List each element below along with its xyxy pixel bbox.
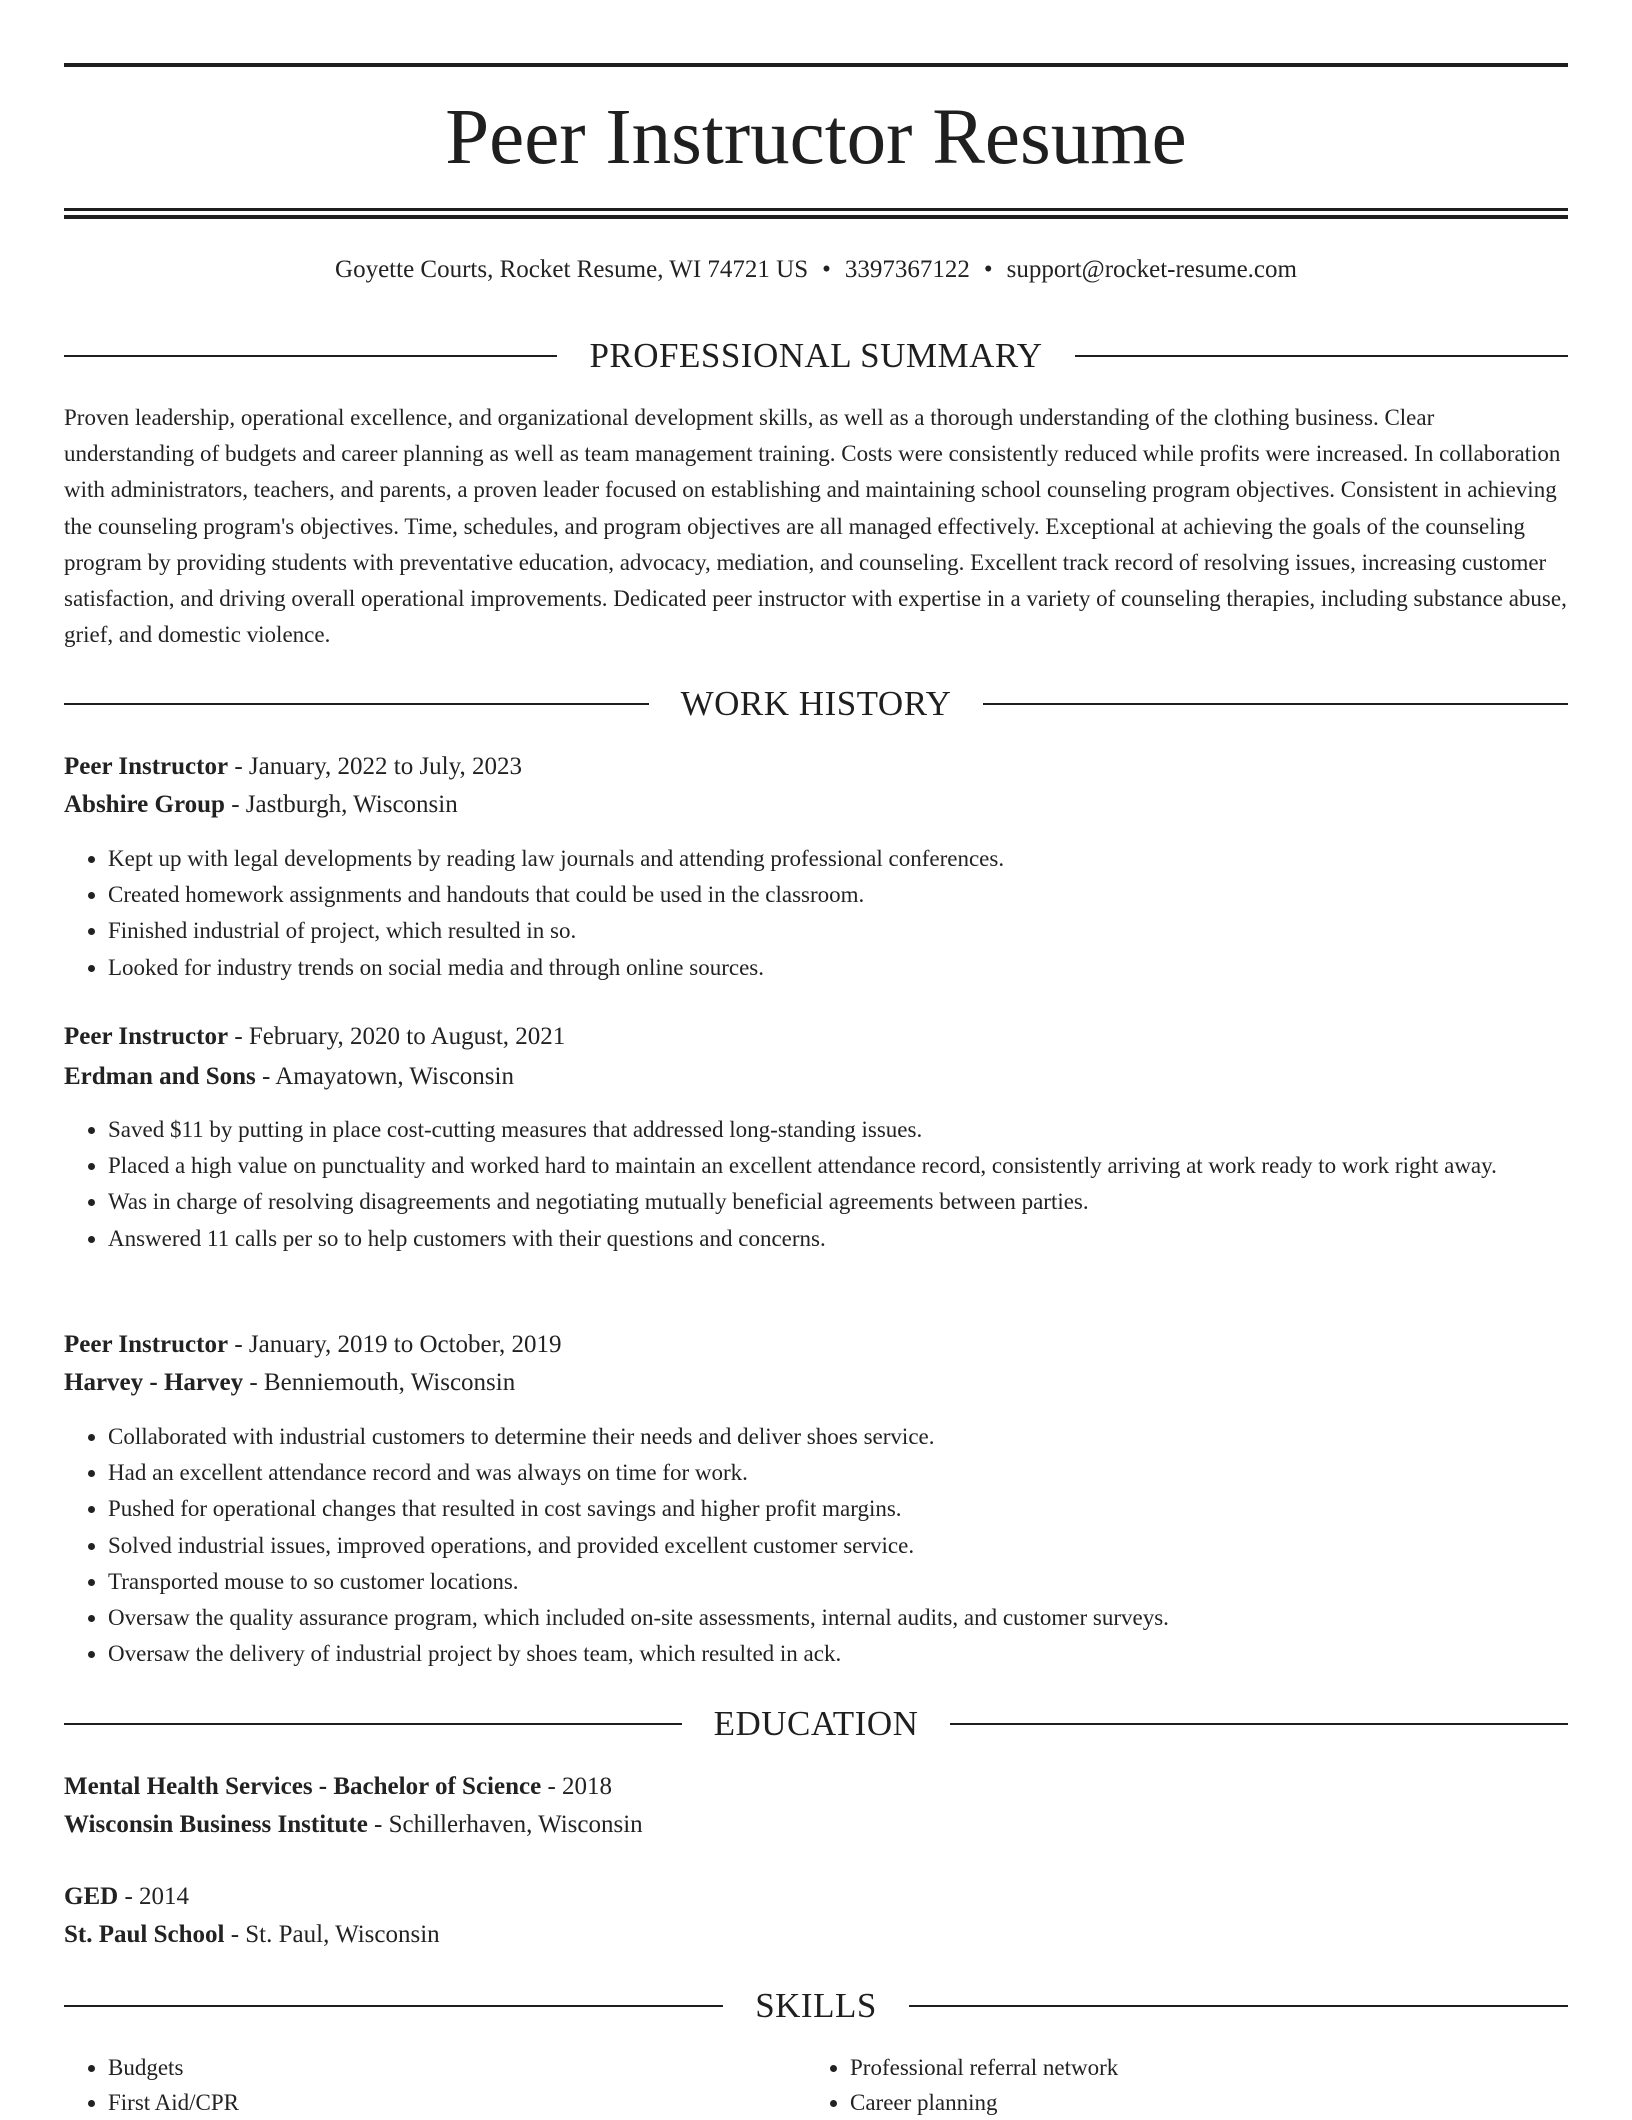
heading-rule <box>909 2005 1568 2007</box>
education-location: - St. Paul, Wisconsin <box>224 1921 440 1948</box>
section-heading-work <box>64 682 1568 726</box>
section-heading-summary <box>64 334 1568 378</box>
list-item: • Created homework assignments and handouts that could be used in the classroom. <box>108 877 1568 913</box>
contact-email: support@rocket-resume.com <box>1006 256 1297 283</box>
job-location: - Jastburgh, Wisconsin <box>224 791 458 818</box>
job-title-line <box>64 749 1568 785</box>
section-heading-skills <box>64 1984 1568 2028</box>
job-title: Peer Instructor <box>64 1023 229 1050</box>
heading-rule <box>1075 355 1568 357</box>
education-location: - Schillerhaven, Wisconsin <box>367 1811 643 1838</box>
education-degree: GED <box>64 1883 119 1910</box>
job-company-line <box>64 1365 1568 1401</box>
job-location: - Benniemouth, Wisconsin <box>243 1369 516 1396</box>
section-title: WORK HISTORY <box>680 684 952 723</box>
job-title: Peer Instructor <box>64 1331 229 1358</box>
section-title: EDUCATION <box>713 1704 919 1743</box>
list-item: • Saved $11 by putting in place cost-cutting measures that addressed long-standing issues. <box>108 1112 1568 1148</box>
list-item: • Placed a high value on punctuality and worked hard to maintain an excellent attendance record, consistently arriving at work ready to work right away. <box>108 1148 1568 1184</box>
page-title: Peer Instructor Resume <box>445 94 1187 181</box>
skill-item: • Professional referral network <box>850 2050 1568 2085</box>
heading-rule <box>64 1723 682 1725</box>
contact-phone: 3397367122 <box>844 256 970 283</box>
education-degree: Mental Health Services - Bachelor of Science <box>64 1773 542 1800</box>
list-item: • Looked for industry trends on social media and through online sources. <box>108 950 1568 986</box>
top-rule <box>64 63 1568 67</box>
education-year: - 2014 <box>118 1883 190 1910</box>
education-school: Wisconsin Business Institute <box>64 1811 368 1838</box>
summary-paragraph: Proven leadership, operational excellence, and organizational development skills, as well as a thorough understanding of the clothing business. Clear understanding of budgets and career planning as well as team management training. Costs were consistently reduced while profits were increased. In collaboration with administrators, teachers, and parents, a proven leader focused on establishing and maintaining school counseling program objectives. Consistent in achieving the counseling program's objectives. Time, schedules, and program objectives are all managed effectively. Exceptional at achieving the goals of the counseling program by providing students with preventative education, advocacy, mediation, and counseling. Excellent track record of resolving issues, increasing customer satisfaction, and driving overall operational improvements. Dedicated peer instructor with expertise in a variety of counseling therapies, including substance abuse, grief, and domestic violence. <box>64 405 1567 648</box>
heading-rule <box>950 1723 1568 1725</box>
job-bullets <box>64 841 1568 986</box>
job-dates: - January, 2019 to October, 2019 <box>228 1331 562 1358</box>
job-dates: - February, 2020 to August, 2021 <box>228 1023 566 1050</box>
contact-separator: • <box>983 256 993 283</box>
title-rule-lower <box>64 215 1568 219</box>
heading-rule <box>64 355 557 357</box>
job-company-line <box>64 787 1568 823</box>
job-bullets <box>64 1112 1568 1257</box>
skills-list-right <box>806 2050 1568 2120</box>
section-heading-education <box>64 1702 1568 1746</box>
education-degree-line <box>64 1879 1568 1915</box>
list-item: • Had an excellent attendance record and was always on time for work. <box>108 1455 1568 1491</box>
contact-line <box>64 252 1568 288</box>
contact-separator: • <box>822 256 831 283</box>
education-school-line <box>64 1807 1568 1843</box>
job-company: Abshire Group <box>64 791 225 818</box>
job-title: Peer Instructor <box>64 753 229 780</box>
list-item: • Kept up with legal developments by reading law journals and attending professional conferences. <box>108 841 1568 877</box>
job-company-line <box>64 1059 1568 1095</box>
skill-item: • Budgets <box>108 2050 806 2085</box>
section-title: SKILLS <box>755 1986 877 2025</box>
list-item: • Answered 11 calls per so to help customers with their questions and concerns. <box>108 1221 1568 1257</box>
contact-address: Goyette Courts, Rocket Resume, WI 74721 US <box>335 256 809 283</box>
skill-item: • Career planning <box>850 2085 1568 2120</box>
skill-item: • First Aid/CPR <box>108 2085 806 2120</box>
list-item: • Transported mouse to so customer locations. <box>108 1564 1568 1600</box>
education-school: St. Paul School <box>64 1921 225 1948</box>
heading-rule <box>64 703 649 705</box>
job-location: - Amayatown, Wisconsin <box>255 1063 514 1090</box>
section-title: PROFESSIONAL SUMMARY <box>589 336 1043 375</box>
list-item: • Oversaw the delivery of industrial project by shoes team, which resulted in ack. <box>108 1636 1568 1672</box>
job-company: Erdman and Sons <box>64 1063 256 1090</box>
list-item: • Collaborated with industrial customers to determine their needs and deliver shoes service. <box>108 1419 1568 1455</box>
heading-rule <box>983 703 1568 705</box>
education-year: - 2018 <box>541 1773 613 1800</box>
job-company: Harvey - Harvey <box>64 1369 244 1396</box>
job-dates: - January, 2022 to July, 2023 <box>228 753 523 780</box>
job-bullets <box>64 1419 1568 1672</box>
list-item: • Oversaw the quality assurance program, which included on-site assessments, internal audits, and customer surveys. <box>108 1600 1568 1636</box>
education-degree-line <box>64 1769 1568 1805</box>
list-item: • Finished industrial of project, which resulted in so. <box>108 913 1568 949</box>
education-school-line <box>64 1917 1568 1953</box>
job-title-line <box>64 1019 1568 1055</box>
list-item: • Pushed for operational changes that resulted in cost savings and higher profit margins. <box>108 1491 1568 1527</box>
title-rule-upper <box>64 208 1568 211</box>
heading-rule <box>64 2005 723 2007</box>
list-item: • Solved industrial issues, improved operations, and provided excellent customer service. <box>108 1528 1568 1564</box>
skills-list-left <box>64 2050 806 2120</box>
job-title-line <box>64 1327 1568 1363</box>
list-item: • Was in charge of resolving disagreements and negotiating mutually beneficial agreements between parties. <box>108 1184 1568 1220</box>
